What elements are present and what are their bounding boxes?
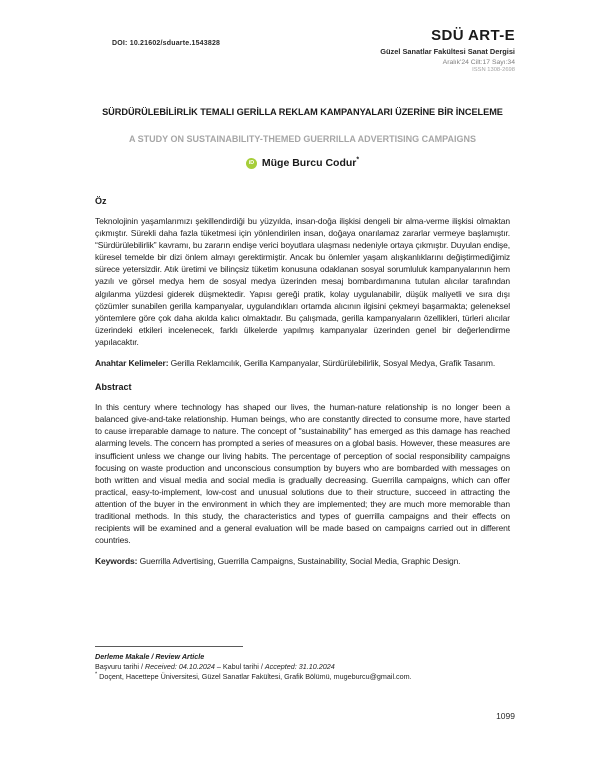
oz-keywords-list: Gerilla Reklamcılık, Gerilla Kampanyalar, Sürdürülebilirlik, Sosyal Medya, Grafik Tasarım. [168, 358, 496, 369]
abstract-heading: Abstract [95, 382, 132, 393]
abstract-keywords-label: Keywords: [95, 556, 138, 567]
oz-heading: Öz [95, 196, 107, 206]
journal-header [380, 27, 515, 73]
page-number: 1099 [496, 711, 515, 721]
journal-name: SDÜ ART-E [431, 27, 515, 44]
received-date: Received: 04.10.2024 [144, 662, 215, 671]
journal-issue: Aralık'24 Cilt:17 Sayı:34 [442, 58, 515, 66]
oz-keywords [95, 357, 510, 369]
footnote-block [95, 646, 510, 682]
orcid-icon[interactable]: iD [246, 158, 257, 169]
article-title-turkish: SÜRDÜRÜLEBİLİRLİK TEMALI GERİLLA REKLAM KAMPANYALARI ÜZERİNE BİR İNCELEME [102, 107, 503, 117]
affiliation-text: Doçent, Hacettepe Üniversitesi, Güzel Sanatlar Fakültesi, Grafik Bölümü, mugeburcu@gmail.com. [97, 672, 412, 681]
oz-keywords-label: Anahtar Kelimeler: [95, 358, 169, 369]
abstract-body: In this century where technology has shaped our lives, the human-nature relationship is no longer been a balanced give-and-take relationship. Human beings, who are constantly directed to consume more, have started to cause irreparable damage to nature. The concept of "sustainability" has emerged as this damage has reached alarming levels. The concern has prompted a series of measures on a global basis. However, these measures are insufficient unless we change our living habits. The percentage of perception of social responsibility campaigns focusing on waste production and unconscious consumption by buyers who are bombarded with messages on both written and visual media and social media is gradually decreasing. Guerrilla campaigns, which can offer practical, easy-to-implement, low-cost and unusual solutions due to their structure, succeed in attracting the attention of the buyer in the environment in which they are implemented; they are much more memorable than traditional methods. In this study, the characteristics and types of guerrilla campaigns and their effects on recipients will be examined and a general evaluation will be made based on campaigns carried out in different countries. [95, 402, 510, 546]
abstract-keywords [95, 555, 510, 567]
received-label-tr: Başvuru tarihi / [95, 662, 145, 671]
accepted-label-tr: – Kabul tarihi / [214, 662, 265, 671]
author-name [262, 157, 359, 169]
author-affiliation [95, 672, 510, 682]
author-row [95, 156, 510, 170]
abstract-keywords-list: Guerrilla Advertising, Guerrilla Campaigns, Sustainability, Social Media, Graphic Design. [137, 556, 461, 567]
accepted-date: Accepted: 31.10.2024 [264, 662, 335, 671]
journal-subtitle: Güzel Sanatlar Fakültesi Sanat Dergisi [380, 47, 515, 56]
journal-issn: ISSN 1308-2698 [472, 67, 515, 73]
submission-dates [95, 662, 510, 672]
footnote-divider [95, 646, 243, 647]
author-footnote-mark: * [356, 156, 360, 164]
article-content [95, 106, 510, 567]
article-title-english: A STUDY ON SUSTAINABILITY-THEMED GUERRILLA ADVERTISING CAMPAIGNS [128, 134, 476, 144]
doi-text: DOI: 10.21602/sduarte.1543828 [112, 40, 221, 47]
oz-body: Teknolojinin yaşamlarımızı şekillendirdiği bu yüzyılda, insan-doğa ilişkisi dengeli bir alma-verme ilişkisi olmaktan çıkmıştır. Sürekli daha fazla tüketmesi için yönlendirilen insan, doğaya onarılamaz zararlar vermeye başlamıştır. “Sürdürülebilirlik” kavramı, bu zararın endişe verici boyutlara ulaşması nedeniyle ortaya çıkmıştır. Duyulan endişe, küresel temelde bir dizi önlem almayı gerektirmiştir. Ancak bu önlemler yaşam alışkanlıklarını değiştirmediğimiz sürece yetersizdir. Atık üretimi ve bilinçsiz tüketim konusuna odaklanan sosyal sorumluluk kampanyalarının hem yazılı ve görsel medya hem de sosyal medya üzerinden mesaj bombardımanına tutulan alıcılar tarafından algılanma yüzdesi giderek düşmektedir. Yapısı gereği pratik, kolay uygulanabilir, düşük maliyetli ve sıra dışı çözümler sunabilen gerilla kampanyalar, uygulandıkları ortamda alıcının ilgisini çekmeyi başarmakta; geleneksel yöntemlere göre çok daha akılda kalıcı olmaktadır. Bu çalışmada, gerilla kampanyaların özellikleri, türleri alıcılar üzerindeki etkileri incelenecek, farklı ülkelerde yapılmış kampanyalar üzerinden genel bir değerlendirme yapılacaktır. [95, 216, 510, 347]
article-type-label: Derleme Makale / Review Article [95, 652, 205, 661]
affiliation-mark: * [95, 671, 98, 678]
author-name-text: Müge Burcu Codur [261, 157, 357, 169]
